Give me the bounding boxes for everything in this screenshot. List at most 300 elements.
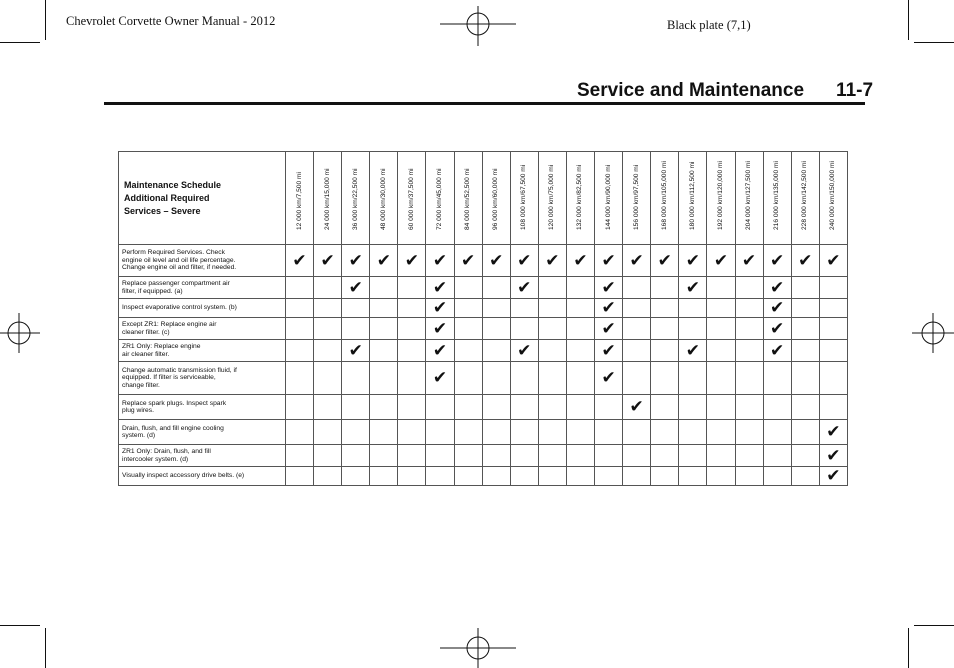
- schedule-cell: [595, 362, 623, 395]
- schedule-cell: [398, 445, 426, 467]
- registration-mark-left: [0, 313, 40, 353]
- schedule-cell: [510, 277, 538, 299]
- interval-header: [314, 152, 342, 245]
- schedule-cell: [510, 395, 538, 420]
- interval-label: 240 000 km/150,000 mi: [829, 161, 837, 230]
- checkmark-icon: ✔: [601, 340, 616, 361]
- interval-header: [679, 152, 707, 245]
- schedule-cell: [566, 277, 594, 299]
- schedule-cell: [398, 340, 426, 362]
- checkmark-icon: ✔: [741, 250, 757, 271]
- schedule-cell: [651, 318, 679, 340]
- checkmark-icon: ✔: [629, 397, 644, 417]
- checkmark-icon: ✔: [376, 250, 391, 271]
- crop-mark: [45, 628, 46, 668]
- schedule-cell: [398, 299, 426, 318]
- schedule-cell: [538, 299, 566, 318]
- schedule-cell: [819, 299, 847, 318]
- schedule-cell: [314, 395, 342, 420]
- schedule-cell: [679, 318, 707, 340]
- interval-header: [651, 152, 679, 245]
- schedule-cell: [763, 277, 791, 299]
- service-description: [119, 318, 286, 340]
- schedule-cell: [791, 340, 819, 362]
- schedule-cell: [342, 299, 370, 318]
- service-description-line: Inspect evaporative control system. (b): [122, 304, 237, 312]
- service-description: [119, 245, 286, 277]
- interval-label: 168 000 km/105,000 mi: [660, 161, 668, 230]
- table-row: [119, 340, 848, 362]
- schedule-cell: [819, 395, 847, 420]
- schedule-cell: [482, 299, 510, 318]
- schedule-cell: [454, 420, 482, 445]
- schedule-cell: [651, 420, 679, 445]
- checkmark-icon: ✔: [770, 298, 785, 318]
- interval-header: [735, 152, 763, 245]
- schedule-cell: [510, 362, 538, 395]
- interval-header: [286, 152, 314, 245]
- schedule-cell: [426, 445, 454, 467]
- schedule-cell: [623, 362, 651, 395]
- checkmark-icon: ✔: [826, 250, 841, 271]
- schedule-cell: [595, 467, 623, 486]
- schedule-cell: [510, 245, 538, 277]
- crop-mark: [914, 625, 954, 626]
- page-number: 11-7: [836, 80, 874, 101]
- schedule-cell: [707, 277, 735, 299]
- schedule-cell: [314, 467, 342, 486]
- schedule-cell: [679, 299, 707, 318]
- schedule-cell: [707, 362, 735, 395]
- service-description-line: ZR1 Only: Drain, flush, and fill: [122, 448, 211, 455]
- checkmark-icon: ✔: [517, 250, 532, 271]
- schedule-cell: [342, 362, 370, 395]
- checkmark-icon: ✔: [770, 250, 785, 271]
- schedule-cell: [566, 299, 594, 318]
- interval-label: 24 000 km/15,000 mi: [323, 168, 331, 230]
- interval-label: 48 000 km/30,000 mi: [379, 168, 387, 230]
- checkmark-icon: ✔: [657, 250, 672, 271]
- schedule-cell: [566, 362, 594, 395]
- service-description: [119, 445, 286, 467]
- schedule-cell: [763, 395, 791, 420]
- schedule-cell: [763, 340, 791, 362]
- schedule-cell: [763, 420, 791, 445]
- schedule-cell: [735, 362, 763, 395]
- schedule-cell: [454, 318, 482, 340]
- checkmark-icon: ✔: [685, 340, 700, 361]
- schedule-cell: [342, 245, 370, 277]
- schedule-cell: [819, 277, 847, 299]
- schedule-cell: [763, 445, 791, 467]
- schedule-cell: [398, 277, 426, 299]
- schedule-cell: [286, 318, 314, 340]
- interval-header: [454, 152, 482, 245]
- crop-mark: [914, 42, 954, 43]
- table-title-line: Additional Required: [124, 192, 210, 203]
- crop-mark: [908, 0, 909, 40]
- schedule-cell: [454, 299, 482, 318]
- checkmark-icon: ✔: [601, 277, 616, 298]
- schedule-cell: [454, 340, 482, 362]
- schedule-cell: [398, 395, 426, 420]
- checkmark-icon: ✔: [826, 445, 841, 466]
- checkmark-icon: ✔: [348, 340, 363, 361]
- schedule-cell: [342, 467, 370, 486]
- service-description-line: engine oil level and oil life percentage.: [122, 256, 236, 264]
- schedule-cell: [679, 420, 707, 445]
- interval-header: [370, 152, 398, 245]
- table-row: [119, 245, 848, 277]
- schedule-cell: [791, 299, 819, 318]
- interval-header: [791, 152, 819, 245]
- schedule-cell: [651, 467, 679, 486]
- schedule-cell: [286, 467, 314, 486]
- schedule-cell: [707, 245, 735, 277]
- schedule-cell: [342, 318, 370, 340]
- schedule-cell: [679, 340, 707, 362]
- schedule-cell: [342, 395, 370, 420]
- schedule-cell: [370, 277, 398, 299]
- schedule-cell: [370, 299, 398, 318]
- table-row: [119, 395, 848, 420]
- schedule-cell: [763, 467, 791, 486]
- table-header-row: [119, 152, 848, 245]
- table-title: [119, 152, 286, 245]
- schedule-cell: [623, 245, 651, 277]
- schedule-cell: [510, 340, 538, 362]
- schedule-cell: [791, 395, 819, 420]
- checkmark-icon: ✔: [545, 250, 560, 271]
- schedule-cell: [482, 362, 510, 395]
- table-title-line: Maintenance Schedule: [124, 179, 222, 190]
- schedule-cell: [566, 318, 594, 340]
- schedule-cell: [314, 340, 342, 362]
- schedule-cell: [791, 467, 819, 486]
- schedule-cell: [651, 245, 679, 277]
- manual-title: Chevrolet Corvette Owner Manual - 2012: [66, 14, 276, 28]
- checkmark-icon: ✔: [685, 277, 700, 298]
- crop-mark: [908, 628, 909, 668]
- checkmark-icon: ✔: [601, 298, 616, 318]
- checkmark-icon: ✔: [826, 466, 841, 486]
- maintenance-schedule-table: [118, 151, 848, 486]
- schedule-cell: [370, 420, 398, 445]
- registration-mark-right: [912, 313, 954, 353]
- schedule-cell: [566, 245, 594, 277]
- section-title: Service and Maintenance: [577, 80, 805, 101]
- schedule-cell: [342, 420, 370, 445]
- checkmark-icon: ✔: [601, 250, 616, 271]
- interval-label: 60 000 km/37,500 mi: [407, 168, 415, 230]
- checkmark-icon: ✔: [320, 250, 335, 271]
- schedule-cell: [735, 420, 763, 445]
- schedule-cell: [482, 467, 510, 486]
- schedule-cell: [510, 420, 538, 445]
- schedule-cell: [510, 467, 538, 486]
- schedule-cell: [426, 395, 454, 420]
- schedule-cell: [819, 445, 847, 467]
- checkmark-icon: ✔: [432, 250, 448, 271]
- schedule-cell: [398, 362, 426, 395]
- schedule-cell: [595, 445, 623, 467]
- checkmark-icon: ✔: [770, 277, 785, 298]
- service-description-line: change filter.: [122, 381, 160, 389]
- schedule-cell: [679, 362, 707, 395]
- service-description-line: Drain, flush, and fill engine cooling: [122, 424, 224, 432]
- section-heading: [577, 80, 873, 102]
- schedule-cell: [454, 245, 482, 277]
- interval-label: 36 000 km/22,500 mi: [351, 168, 359, 230]
- schedule-cell: [370, 467, 398, 486]
- schedule-cell: [819, 467, 847, 486]
- schedule-cell: [510, 318, 538, 340]
- schedule-cell: [286, 245, 314, 277]
- checkmark-icon: ✔: [713, 250, 729, 271]
- schedule-cell: [791, 362, 819, 395]
- schedule-cell: [735, 299, 763, 318]
- schedule-cell: [763, 318, 791, 340]
- checkmark-icon: ✔: [432, 318, 448, 339]
- schedule-cell: [426, 340, 454, 362]
- schedule-cell: [623, 420, 651, 445]
- schedule-cell: [819, 318, 847, 340]
- schedule-cell: [426, 277, 454, 299]
- schedule-cell: [595, 245, 623, 277]
- schedule-cell: [735, 445, 763, 467]
- schedule-cell: [342, 445, 370, 467]
- schedule-cell: [623, 445, 651, 467]
- schedule-cell: [679, 277, 707, 299]
- interval-header: [595, 152, 623, 245]
- checkmark-icon: ✔: [517, 340, 532, 361]
- schedule-cell: [651, 362, 679, 395]
- interval-label: 108 000 km/67,500 mi: [520, 164, 528, 230]
- schedule-cell: [342, 340, 370, 362]
- schedule-cell: [538, 395, 566, 420]
- schedule-cell: [314, 277, 342, 299]
- schedule-cell: [651, 445, 679, 467]
- table-row: [119, 299, 848, 318]
- checkmark-icon: ✔: [685, 250, 700, 271]
- schedule-cell: [735, 318, 763, 340]
- schedule-cell: [286, 395, 314, 420]
- schedule-cell: [679, 467, 707, 486]
- schedule-cell: [651, 277, 679, 299]
- interval-label: 204 000 km/127,500 mi: [745, 161, 753, 230]
- schedule-cell: [510, 299, 538, 318]
- checkmark-icon: ✔: [798, 250, 813, 271]
- schedule-cell: [286, 299, 314, 318]
- checkmark-icon: ✔: [292, 250, 307, 271]
- schedule-cell: [623, 299, 651, 318]
- schedule-cell: [623, 277, 651, 299]
- schedule-cell: [370, 445, 398, 467]
- schedule-cell: [735, 340, 763, 362]
- service-description-line: air cleaner filter.: [122, 350, 170, 358]
- schedule-cell: [595, 299, 623, 318]
- interval-label: 132 000 km/82,500 mi: [576, 164, 584, 230]
- interval-label: 144 000 km/90,000 mi: [604, 164, 612, 230]
- schedule-cell: [763, 362, 791, 395]
- schedule-cell: [398, 420, 426, 445]
- schedule-cell: [538, 340, 566, 362]
- crop-mark: [0, 625, 40, 626]
- schedule-cell: [735, 245, 763, 277]
- schedule-cell: [679, 445, 707, 467]
- service-description-line: plug wires.: [122, 407, 154, 414]
- schedule-cell: [342, 277, 370, 299]
- schedule-cell: [707, 467, 735, 486]
- table-row: [119, 318, 848, 340]
- schedule-cell: [510, 445, 538, 467]
- interval-label: 192 000 km/120,000 mi: [716, 161, 724, 230]
- schedule-cell: [454, 395, 482, 420]
- schedule-cell: [595, 420, 623, 445]
- interval-header: [482, 152, 510, 245]
- checkmark-icon: ✔: [770, 340, 785, 361]
- schedule-cell: [482, 420, 510, 445]
- service-description-line: equipped. If filter is serviceable,: [122, 374, 216, 382]
- schedule-cell: [791, 420, 819, 445]
- schedule-cell: [566, 445, 594, 467]
- registration-mark-bottom: [440, 628, 516, 668]
- service-description-line: Except ZR1: Replace engine air: [122, 321, 217, 328]
- schedule-cell: [286, 277, 314, 299]
- schedule-cell: [426, 245, 454, 277]
- table-row: [119, 445, 848, 467]
- service-description: [119, 395, 286, 420]
- schedule-cell: [286, 445, 314, 467]
- interval-label: 180 000 km/112,500 mi: [688, 161, 696, 230]
- interval-header: [707, 152, 735, 245]
- service-description: [119, 299, 286, 318]
- schedule-cell: [482, 445, 510, 467]
- schedule-cell: [791, 445, 819, 467]
- checkmark-icon: ✔: [601, 318, 616, 339]
- header-rule: [104, 102, 865, 105]
- schedule-cell: [398, 245, 426, 277]
- checkmark-icon: ✔: [348, 277, 363, 298]
- schedule-cell: [566, 467, 594, 486]
- service-description: [119, 277, 286, 299]
- schedule-cell: [819, 420, 847, 445]
- interval-header: [510, 152, 538, 245]
- schedule-cell: [454, 277, 482, 299]
- interval-header: [342, 152, 370, 245]
- schedule-cell: [314, 362, 342, 395]
- checkmark-icon: ✔: [629, 250, 644, 271]
- schedule-cell: [566, 395, 594, 420]
- schedule-cell: [370, 395, 398, 420]
- service-description-line: Perform Required Services. Check: [122, 249, 225, 257]
- schedule-cell: [819, 245, 847, 277]
- service-description-line: ZR1 Only: Replace engine: [122, 343, 201, 350]
- schedule-cell: [482, 245, 510, 277]
- schedule-cell: [370, 362, 398, 395]
- schedule-cell: [538, 467, 566, 486]
- schedule-cell: [538, 245, 566, 277]
- crop-mark: [45, 0, 46, 40]
- service-description: [119, 340, 286, 362]
- schedule-cell: [566, 420, 594, 445]
- service-description-line: system. (d): [122, 432, 156, 439]
- schedule-cell: [679, 245, 707, 277]
- schedule-cell: [566, 340, 594, 362]
- schedule-cell: [707, 420, 735, 445]
- interval-label: 228 000 km/142,500 mi: [801, 161, 809, 230]
- schedule-cell: [791, 277, 819, 299]
- schedule-cell: [286, 420, 314, 445]
- schedule-cell: [707, 299, 735, 318]
- checkmark-icon: ✔: [432, 368, 448, 388]
- checkmark-icon: ✔: [573, 250, 588, 271]
- interval-label: 72 000 km/45,000 mi: [436, 168, 444, 230]
- interval-label: 12 000 km/7,500 mi: [295, 172, 303, 230]
- checkmark-icon: ✔: [517, 277, 532, 298]
- interval-label: 156 000 km/97,500 mi: [632, 164, 640, 230]
- interval-label: 84 000 km/52,500 mi: [464, 168, 472, 230]
- schedule-cell: [623, 467, 651, 486]
- checkmark-icon: ✔: [826, 422, 841, 442]
- schedule-cell: [735, 467, 763, 486]
- schedule-cell: [370, 318, 398, 340]
- checkmark-icon: ✔: [404, 250, 420, 271]
- schedule-cell: [454, 445, 482, 467]
- schedule-cell: [763, 299, 791, 318]
- schedule-cell: [398, 318, 426, 340]
- schedule-cell: [454, 362, 482, 395]
- table-row: [119, 277, 848, 299]
- schedule-cell: [482, 395, 510, 420]
- schedule-cell: [707, 445, 735, 467]
- schedule-cell: [651, 340, 679, 362]
- checkmark-icon: ✔: [601, 368, 616, 388]
- interval-label: 96 000 km/60,000 mi: [492, 168, 500, 230]
- schedule-cell: [791, 318, 819, 340]
- schedule-cell: [791, 245, 819, 277]
- registration-mark-top: [440, 6, 516, 46]
- interval-header: [426, 152, 454, 245]
- schedule-cell: [426, 299, 454, 318]
- schedule-cell: [735, 277, 763, 299]
- schedule-cell: [623, 318, 651, 340]
- schedule-cell: [707, 318, 735, 340]
- schedule-cell: [538, 277, 566, 299]
- schedule-cell: [819, 362, 847, 395]
- table-title-line: Services – Severe: [124, 205, 201, 216]
- schedule-cell: [735, 395, 763, 420]
- service-description-line: Change automatic transmission fluid, if: [122, 366, 237, 374]
- schedule-cell: [679, 395, 707, 420]
- schedule-cell: [595, 318, 623, 340]
- schedule-cell: [426, 318, 454, 340]
- service-description-line: Replace spark plugs. Inspect spark: [122, 399, 227, 407]
- schedule-cell: [482, 277, 510, 299]
- schedule-cell: [538, 362, 566, 395]
- schedule-cell: [819, 340, 847, 362]
- table-row: [119, 362, 848, 395]
- service-description-line: cleaner filter. (c): [122, 328, 170, 336]
- service-description-line: intercooler system. (d): [122, 455, 189, 463]
- schedule-cell: [314, 318, 342, 340]
- checkmark-icon: ✔: [489, 250, 504, 271]
- table-row: [119, 467, 848, 486]
- checkmark-icon: ✔: [460, 250, 476, 271]
- interval-header: [538, 152, 566, 245]
- schedule-cell: [398, 467, 426, 486]
- checkmark-icon: ✔: [432, 340, 448, 361]
